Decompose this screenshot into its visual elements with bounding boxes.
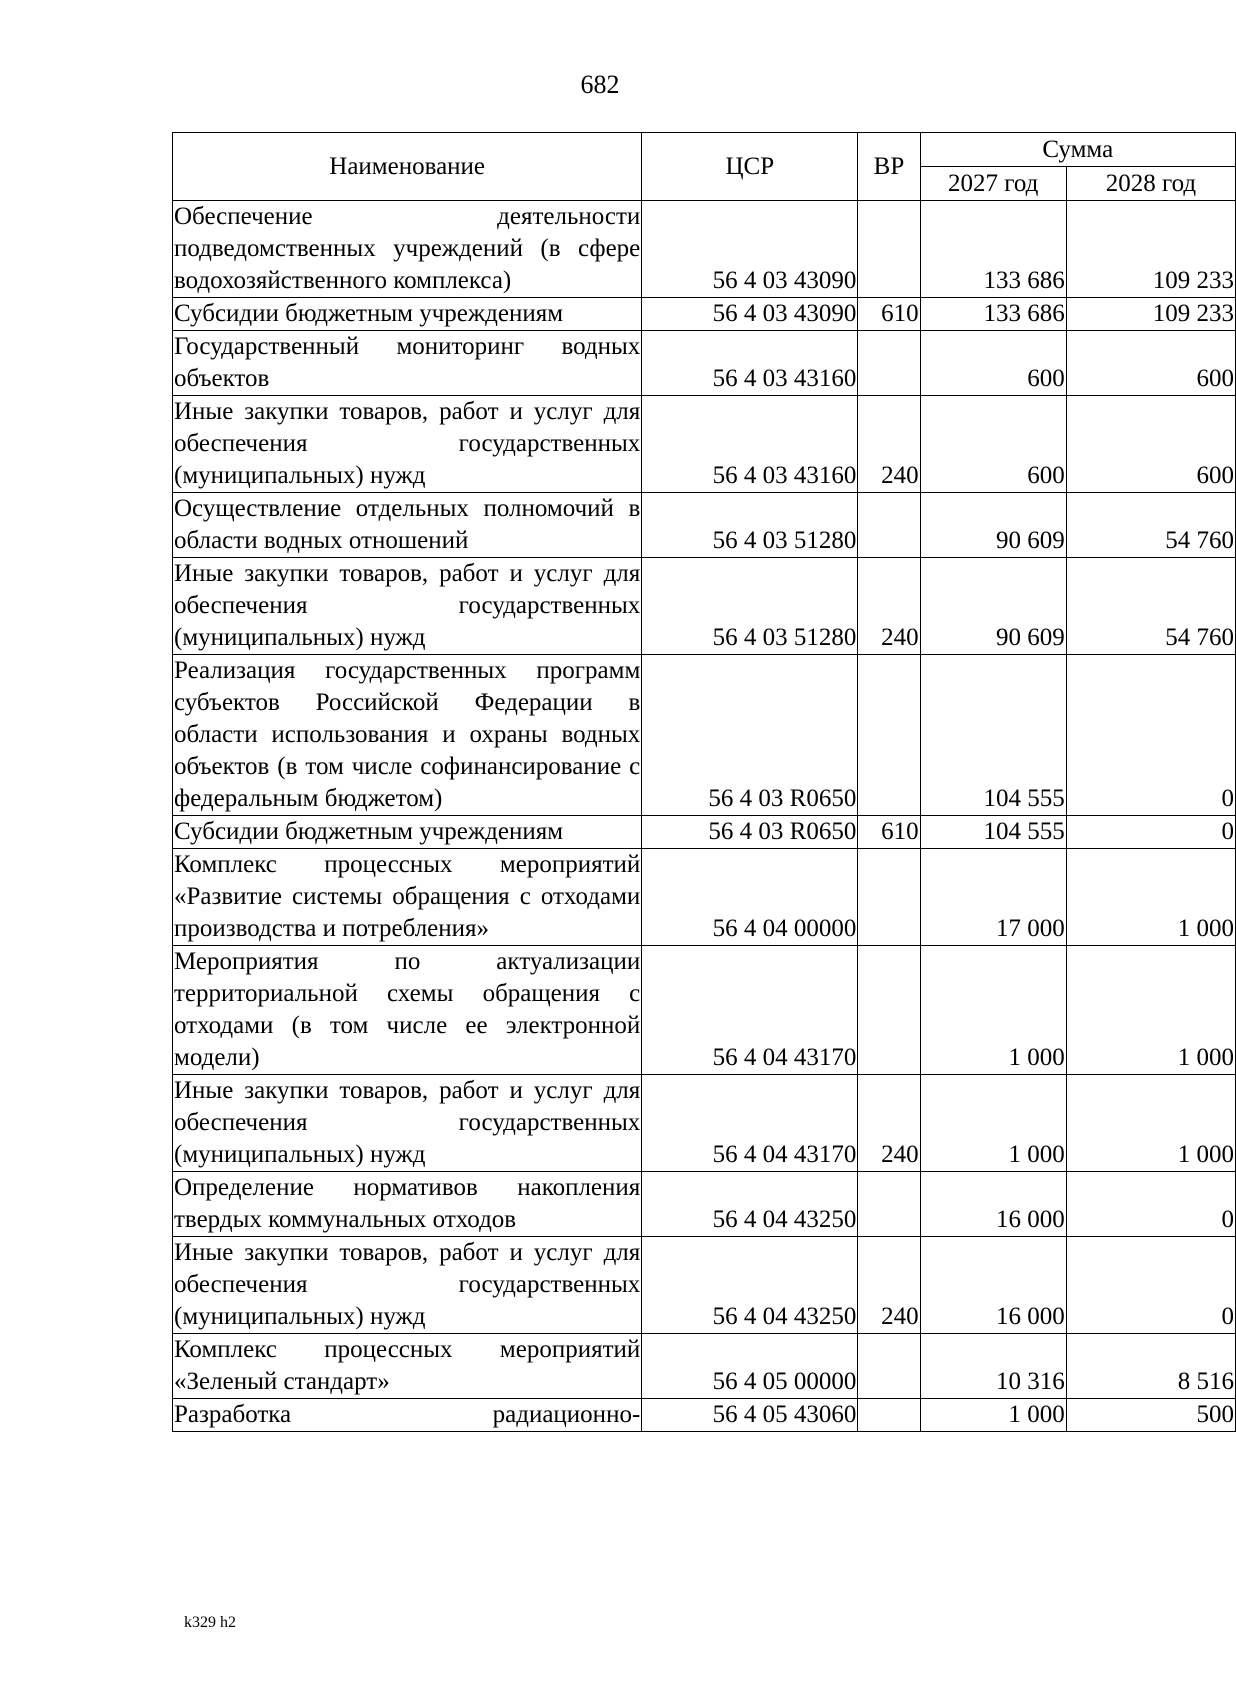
row-vr-cell xyxy=(858,655,920,816)
row-vr-cell: 240 xyxy=(858,1237,920,1334)
row-name-cell: Комплекс процессных мероприятий «Зеленый стандарт» xyxy=(173,1334,642,1399)
row-amount-2028-cell: 600 xyxy=(1066,396,1235,493)
table-body xyxy=(173,201,1236,1432)
row-csr-cell: 56 4 03 43160 xyxy=(642,331,858,396)
row-name-cell: Субсидии бюджетным учреждениям xyxy=(173,298,642,331)
table-row xyxy=(173,396,1236,493)
row-csr-cell: 56 4 03 R0650 xyxy=(642,655,858,816)
row-name-cell: Иные закупки товаров, работ и услуг для обеспечения государственных (муниципальных) нужд xyxy=(173,558,642,655)
row-name-cell: Определение нормативов накопления твердых коммунальных отходов xyxy=(173,1172,642,1237)
table-row xyxy=(173,331,1236,396)
row-amount-2027-cell: 90 609 xyxy=(920,558,1066,655)
row-csr-cell: 56 4 03 43090 xyxy=(642,201,858,298)
row-csr-cell: 56 4 04 43250 xyxy=(642,1172,858,1237)
table-row xyxy=(173,1237,1236,1334)
row-vr-cell xyxy=(858,493,920,558)
row-name-cell: Субсидии бюджетным учреждениям xyxy=(173,816,642,849)
row-csr-cell: 56 4 03 43090 xyxy=(642,298,858,331)
row-vr-cell: 240 xyxy=(858,396,920,493)
row-amount-2027-cell: 16 000 xyxy=(920,1237,1066,1334)
row-name-cell: Разработка радиационно- xyxy=(173,1399,642,1432)
row-vr-cell xyxy=(858,1172,920,1237)
header-year-2027: 2027 год xyxy=(920,167,1066,201)
header-name: Наименование xyxy=(173,133,642,201)
table-row xyxy=(173,201,1236,298)
row-csr-cell: 56 4 03 51280 xyxy=(642,493,858,558)
row-amount-2028-cell: 0 xyxy=(1066,1237,1235,1334)
table-row xyxy=(173,558,1236,655)
row-amount-2028-cell: 0 xyxy=(1066,1172,1235,1237)
row-amount-2027-cell: 600 xyxy=(920,331,1066,396)
row-csr-cell: 56 4 03 R0650 xyxy=(642,816,858,849)
row-name-cell: Иные закупки товаров, работ и услуг для обеспечения государственных (муниципальных) нужд xyxy=(173,1075,642,1172)
row-name-cell: Мероприятия по актуализации территориальной схемы обращения с отходами (в том числе ее электронной модели) xyxy=(173,946,642,1075)
row-amount-2028-cell: 600 xyxy=(1066,331,1235,396)
row-amount-2027-cell: 104 555 xyxy=(920,655,1066,816)
row-amount-2027-cell: 1 000 xyxy=(920,1075,1066,1172)
table-row xyxy=(173,493,1236,558)
row-vr-cell xyxy=(858,1399,920,1432)
row-amount-2028-cell: 1 000 xyxy=(1066,1075,1235,1172)
row-csr-cell: 56 4 04 00000 xyxy=(642,849,858,946)
row-amount-2027-cell: 90 609 xyxy=(920,493,1066,558)
row-csr-cell: 56 4 03 43160 xyxy=(642,396,858,493)
row-amount-2028-cell: 109 233 xyxy=(1066,298,1235,331)
budget-table xyxy=(172,132,1236,1432)
row-csr-cell: 56 4 04 43170 xyxy=(642,946,858,1075)
row-amount-2027-cell: 104 555 xyxy=(920,816,1066,849)
table-row xyxy=(173,816,1236,849)
table-row xyxy=(173,1334,1236,1399)
row-csr-cell: 56 4 04 43170 xyxy=(642,1075,858,1172)
row-name-cell: Осуществление отдельных полномочий в области водных отношений xyxy=(173,493,642,558)
row-name-cell: Обеспечение деятельности подведомственных учреждений (в сфере водохозяйственного комплекса) xyxy=(173,201,642,298)
row-vr-cell: 240 xyxy=(858,1075,920,1172)
row-amount-2028-cell: 500 xyxy=(1066,1399,1235,1432)
header-sum: Сумма xyxy=(920,133,1235,167)
row-vr-cell: 610 xyxy=(858,816,920,849)
row-amount-2027-cell: 17 000 xyxy=(920,849,1066,946)
row-amount-2028-cell: 54 760 xyxy=(1066,558,1235,655)
row-vr-cell xyxy=(858,1334,920,1399)
row-vr-cell: 240 xyxy=(858,558,920,655)
row-amount-2028-cell: 54 760 xyxy=(1066,493,1235,558)
row-name-cell: Реализация государственных программ субъектов Российской Федерации в области использования и охраны водных объектов (в том числе софинансирование с федеральным бюджетом) xyxy=(173,655,642,816)
table-row xyxy=(173,298,1236,331)
row-name-cell: Государственный мониторинг водных объектов xyxy=(173,331,642,396)
table-row xyxy=(173,655,1236,816)
header-csr: ЦСР xyxy=(642,133,858,201)
row-vr-cell xyxy=(858,331,920,396)
row-csr-cell: 56 4 05 43060 xyxy=(642,1399,858,1432)
row-amount-2028-cell: 0 xyxy=(1066,816,1235,849)
table-row xyxy=(173,946,1236,1075)
row-amount-2028-cell: 0 xyxy=(1066,655,1235,816)
row-name-cell: Комплекс процессных мероприятий «Развитие системы обращения с отходами производства и потребления» xyxy=(173,849,642,946)
row-amount-2027-cell: 600 xyxy=(920,396,1066,493)
row-vr-cell xyxy=(858,946,920,1075)
page-number: 682 xyxy=(580,70,620,99)
row-vr-cell xyxy=(858,201,920,298)
header-vr: ВР xyxy=(858,133,920,201)
header-year-2028: 2028 год xyxy=(1066,167,1235,201)
table-row xyxy=(173,849,1236,946)
header-row xyxy=(173,133,1236,167)
row-amount-2028-cell: 109 233 xyxy=(1066,201,1235,298)
row-amount-2027-cell: 133 686 xyxy=(920,298,1066,331)
row-csr-cell: 56 4 04 43250 xyxy=(642,1237,858,1334)
row-amount-2027-cell: 16 000 xyxy=(920,1172,1066,1237)
row-vr-cell xyxy=(858,849,920,946)
table-row xyxy=(173,1172,1236,1237)
row-amount-2027-cell: 1 000 xyxy=(920,1399,1066,1432)
row-csr-cell: 56 4 05 00000 xyxy=(642,1334,858,1399)
table-row xyxy=(173,1075,1236,1172)
row-amount-2027-cell: 133 686 xyxy=(920,201,1066,298)
row-vr-cell: 610 xyxy=(858,298,920,331)
row-amount-2028-cell: 1 000 xyxy=(1066,946,1235,1075)
row-amount-2027-cell: 10 316 xyxy=(920,1334,1066,1399)
row-amount-2028-cell: 8 516 xyxy=(1066,1334,1235,1399)
table-row xyxy=(173,1399,1236,1432)
footer-code: k329 h2 xyxy=(184,1614,236,1631)
row-csr-cell: 56 4 03 51280 xyxy=(642,558,858,655)
row-name-cell: Иные закупки товаров, работ и услуг для обеспечения государственных (муниципальных) нужд xyxy=(173,1237,642,1334)
row-amount-2028-cell: 1 000 xyxy=(1066,849,1235,946)
row-amount-2027-cell: 1 000 xyxy=(920,946,1066,1075)
row-name-cell: Иные закупки товаров, работ и услуг для обеспечения государственных (муниципальных) нужд xyxy=(173,396,642,493)
